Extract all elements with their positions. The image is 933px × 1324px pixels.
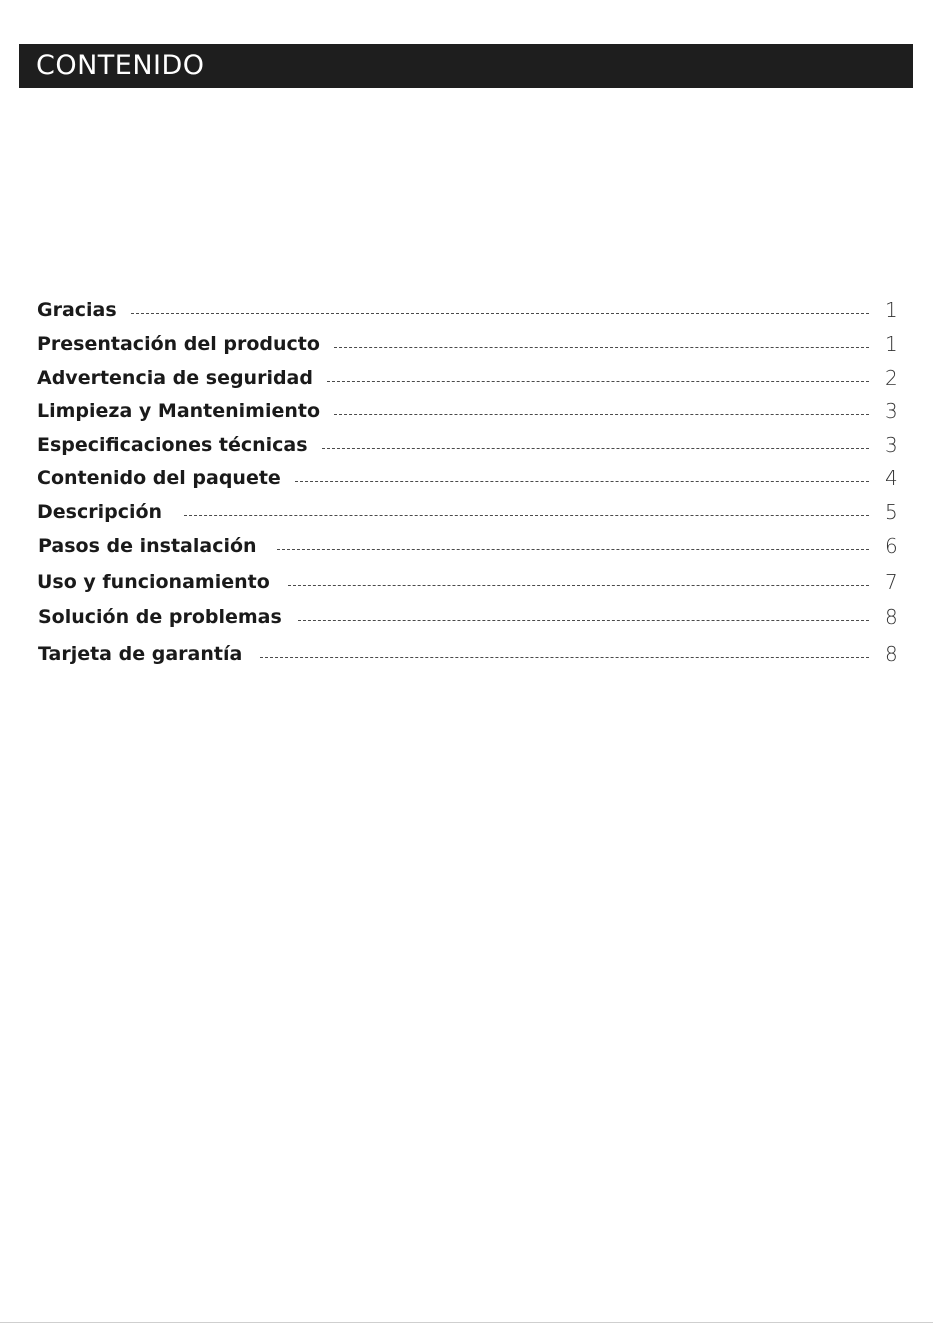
- page-title: CONTENIDO: [36, 50, 205, 81]
- toc-item-solucion[interactable]: [37, 603, 897, 631]
- toc-leader-dots: [288, 585, 869, 586]
- toc-page-number: 8: [885, 642, 898, 666]
- toc-page-number: 4: [885, 466, 898, 490]
- toc-leader-dots: [277, 549, 869, 550]
- toc-page-number: 5: [885, 500, 898, 524]
- toc-leader-dots: [295, 481, 869, 482]
- toc-item-label: Descripción: [37, 501, 163, 523]
- toc-item-label: Gracias: [37, 299, 117, 321]
- toc-page-number: 6: [885, 534, 898, 558]
- toc-page-number: 7: [885, 570, 898, 594]
- toc-leader-dots: [298, 620, 869, 621]
- toc-item-gracias[interactable]: [37, 296, 897, 324]
- toc-item-label: Contenido del paquete: [37, 467, 281, 489]
- toc-page-number: 2: [885, 366, 898, 390]
- toc-leader-dots: [260, 657, 869, 658]
- toc-item-label: Uso y funcionamiento: [37, 571, 270, 593]
- toc-item-label: Presentación del producto: [37, 333, 320, 355]
- toc-item-contenido[interactable]: [37, 464, 897, 492]
- toc-item-limpieza[interactable]: [37, 397, 897, 425]
- toc-item-especificaciones[interactable]: [37, 431, 897, 459]
- toc-item-advertencia[interactable]: [37, 364, 897, 392]
- toc-item-label: Tarjeta de garantía: [38, 643, 243, 665]
- toc-item-garantia[interactable]: [37, 640, 897, 668]
- toc-leader-dots: [131, 313, 869, 314]
- toc-item-label: Especificaciones técnicas: [37, 434, 308, 456]
- page-bottom-rule: [0, 1322, 933, 1323]
- toc-item-label: Pasos de instalación: [38, 535, 257, 557]
- toc-page-number: 1: [885, 298, 898, 322]
- toc-item-label: Solución de problemas: [38, 606, 282, 628]
- toc-item-uso[interactable]: [37, 568, 897, 596]
- toc-item-label: Advertencia de seguridad: [37, 367, 313, 389]
- toc-item-presentacion[interactable]: [37, 330, 897, 358]
- toc-leader-dots: [334, 347, 869, 348]
- toc-leader-dots: [184, 515, 869, 516]
- toc-leader-dots: [327, 381, 869, 382]
- toc-page-number: 3: [885, 399, 898, 423]
- toc-item-descripcion[interactable]: [37, 498, 897, 526]
- toc-page-number: 3: [885, 433, 898, 457]
- toc-page-number: 8: [885, 605, 898, 629]
- toc-item-instalacion[interactable]: [37, 532, 897, 560]
- toc-leader-dots: [322, 448, 869, 449]
- section-header-bar: [19, 44, 913, 88]
- toc-item-label: Limpieza y Mantenimiento: [37, 400, 321, 422]
- toc-page-number: 1: [885, 332, 898, 356]
- toc-leader-dots: [334, 414, 869, 415]
